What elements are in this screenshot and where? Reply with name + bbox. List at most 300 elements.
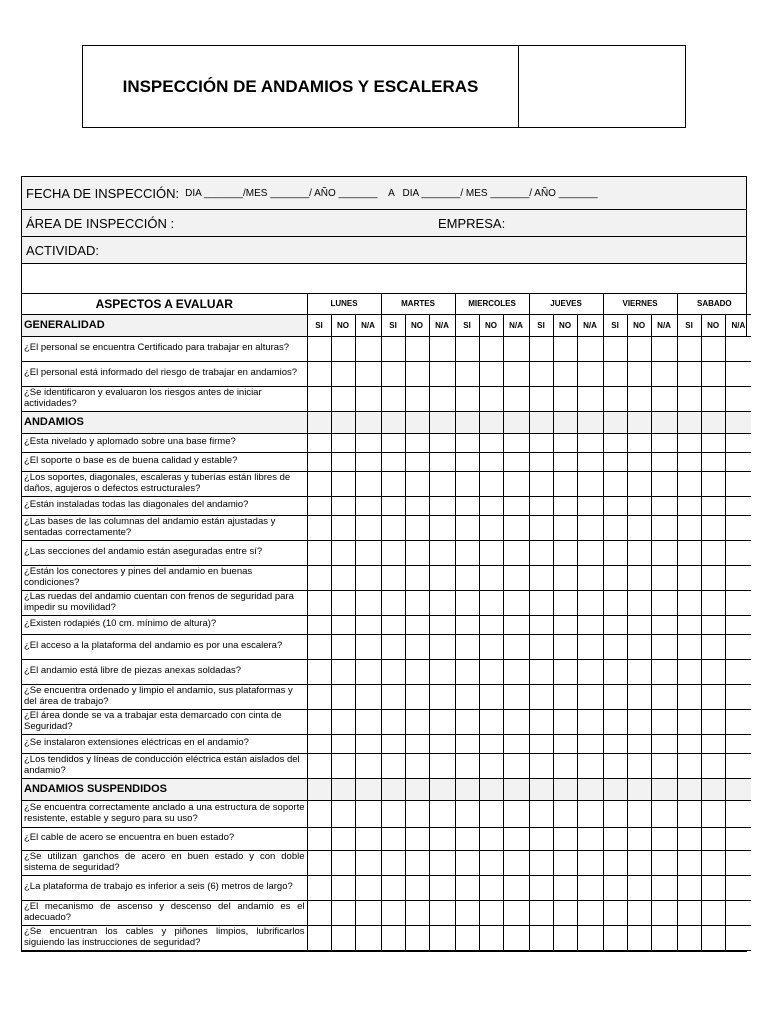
- check-cell-martes-si[interactable]: [381, 515, 405, 540]
- check-cell-viernes-no[interactable]: [627, 515, 651, 540]
- check-cell-viernes-no[interactable]: [627, 386, 651, 411]
- check-cell-martes-no[interactable]: [405, 753, 429, 778]
- check-cell-viernes-na[interactable]: [651, 875, 677, 900]
- check-cell-martes-si[interactable]: [381, 590, 405, 615]
- check-cell-sabado-no[interactable]: [701, 925, 725, 950]
- check-cell-miercoles-na[interactable]: [503, 875, 529, 900]
- check-cell-viernes-si[interactable]: [603, 565, 627, 590]
- check-cell-sabado-no[interactable]: [701, 336, 725, 361]
- check-cell-martes-no[interactable]: [405, 590, 429, 615]
- check-cell-sabado-no[interactable]: [701, 452, 725, 471]
- check-cell-lunes-no[interactable]: [331, 634, 355, 659]
- check-cell-viernes-si[interactable]: [603, 900, 627, 925]
- check-cell-jueves-no[interactable]: [553, 850, 577, 875]
- check-cell-lunes-no[interactable]: [331, 496, 355, 515]
- check-cell-viernes-no[interactable]: [627, 361, 651, 386]
- check-cell-sabado-no[interactable]: [701, 800, 725, 827]
- check-cell-miercoles-si[interactable]: [455, 827, 479, 850]
- check-cell-lunes-na[interactable]: [355, 540, 381, 565]
- check-cell-miercoles-no[interactable]: [479, 361, 503, 386]
- check-cell-sabado-si[interactable]: [677, 709, 701, 734]
- check-cell-lunes-si[interactable]: [307, 800, 331, 827]
- check-cell-sabado-na[interactable]: [725, 540, 751, 565]
- check-cell-lunes-na[interactable]: [355, 452, 381, 471]
- check-cell-viernes-na[interactable]: [651, 684, 677, 709]
- check-cell-sabado-si[interactable]: [677, 634, 701, 659]
- check-cell-miercoles-na[interactable]: [503, 433, 529, 452]
- check-cell-jueves-na[interactable]: [577, 753, 603, 778]
- check-cell-viernes-si[interactable]: [603, 709, 627, 734]
- check-cell-miercoles-si[interactable]: [455, 496, 479, 515]
- check-cell-lunes-si[interactable]: [307, 850, 331, 875]
- check-cell-lunes-si[interactable]: [307, 925, 331, 950]
- check-cell-viernes-na[interactable]: [651, 540, 677, 565]
- check-cell-sabado-na[interactable]: [725, 875, 751, 900]
- check-cell-miercoles-na[interactable]: [503, 659, 529, 684]
- check-cell-miercoles-na[interactable]: [503, 800, 529, 827]
- check-cell-viernes-no[interactable]: [627, 336, 651, 361]
- check-cell-viernes-no[interactable]: [627, 900, 651, 925]
- check-cell-martes-si[interactable]: [381, 925, 405, 950]
- check-cell-sabado-si[interactable]: [677, 925, 701, 950]
- check-cell-martes-no[interactable]: [405, 800, 429, 827]
- check-cell-viernes-na[interactable]: [651, 734, 677, 753]
- check-cell-sabado-no[interactable]: [701, 753, 725, 778]
- check-cell-sabado-no[interactable]: [701, 734, 725, 753]
- check-cell-miercoles-na[interactable]: [503, 850, 529, 875]
- check-cell-jueves-si[interactable]: [529, 433, 553, 452]
- check-cell-jueves-na[interactable]: [577, 659, 603, 684]
- check-cell-lunes-na[interactable]: [355, 850, 381, 875]
- check-cell-miercoles-no[interactable]: [479, 753, 503, 778]
- check-cell-sabado-si[interactable]: [677, 336, 701, 361]
- check-cell-viernes-si[interactable]: [603, 925, 627, 950]
- check-cell-viernes-no[interactable]: [627, 433, 651, 452]
- check-cell-lunes-no[interactable]: [331, 433, 355, 452]
- check-cell-viernes-no[interactable]: [627, 684, 651, 709]
- check-cell-viernes-no[interactable]: [627, 827, 651, 850]
- check-cell-jueves-no[interactable]: [553, 900, 577, 925]
- check-cell-viernes-na[interactable]: [651, 452, 677, 471]
- check-cell-martes-no[interactable]: [405, 925, 429, 950]
- check-cell-viernes-na[interactable]: [651, 753, 677, 778]
- check-cell-lunes-no[interactable]: [331, 827, 355, 850]
- check-cell-martes-na[interactable]: [429, 615, 455, 634]
- check-cell-miercoles-na[interactable]: [503, 900, 529, 925]
- check-cell-lunes-no[interactable]: [331, 753, 355, 778]
- check-cell-jueves-si[interactable]: [529, 540, 553, 565]
- check-cell-martes-na[interactable]: [429, 659, 455, 684]
- check-cell-jueves-no[interactable]: [553, 515, 577, 540]
- inspection-date-fields[interactable]: DIA _______/MES _______/ AÑO _______ A DIA _______/ MES _______/ AÑO _______: [185, 187, 598, 199]
- check-cell-martes-na[interactable]: [429, 684, 455, 709]
- check-cell-sabado-na[interactable]: [725, 900, 751, 925]
- check-cell-viernes-na[interactable]: [651, 709, 677, 734]
- check-cell-miercoles-na[interactable]: [503, 452, 529, 471]
- check-cell-martes-no[interactable]: [405, 634, 429, 659]
- check-cell-martes-si[interactable]: [381, 634, 405, 659]
- check-cell-jueves-na[interactable]: [577, 900, 603, 925]
- check-cell-lunes-no[interactable]: [331, 875, 355, 900]
- check-cell-jueves-na[interactable]: [577, 452, 603, 471]
- check-cell-miercoles-no[interactable]: [479, 734, 503, 753]
- check-cell-sabado-no[interactable]: [701, 684, 725, 709]
- check-cell-lunes-no[interactable]: [331, 900, 355, 925]
- check-cell-viernes-no[interactable]: [627, 753, 651, 778]
- check-cell-sabado-na[interactable]: [725, 496, 751, 515]
- check-cell-lunes-no[interactable]: [331, 540, 355, 565]
- check-cell-viernes-si[interactable]: [603, 753, 627, 778]
- check-cell-sabado-si[interactable]: [677, 850, 701, 875]
- check-cell-lunes-no[interactable]: [331, 590, 355, 615]
- check-cell-viernes-no[interactable]: [627, 659, 651, 684]
- check-cell-martes-no[interactable]: [405, 361, 429, 386]
- check-cell-jueves-no[interactable]: [553, 709, 577, 734]
- check-cell-lunes-si[interactable]: [307, 615, 331, 634]
- check-cell-lunes-na[interactable]: [355, 496, 381, 515]
- check-cell-martes-na[interactable]: [429, 433, 455, 452]
- check-cell-miercoles-no[interactable]: [479, 540, 503, 565]
- check-cell-miercoles-si[interactable]: [455, 753, 479, 778]
- check-cell-sabado-si[interactable]: [677, 361, 701, 386]
- check-cell-sabado-si[interactable]: [677, 753, 701, 778]
- check-cell-martes-si[interactable]: [381, 875, 405, 900]
- check-cell-martes-no[interactable]: [405, 734, 429, 753]
- check-cell-martes-no[interactable]: [405, 471, 429, 496]
- check-cell-martes-no[interactable]: [405, 496, 429, 515]
- check-cell-miercoles-na[interactable]: [503, 590, 529, 615]
- check-cell-jueves-si[interactable]: [529, 850, 553, 875]
- check-cell-martes-na[interactable]: [429, 515, 455, 540]
- check-cell-jueves-na[interactable]: [577, 850, 603, 875]
- check-cell-sabado-na[interactable]: [725, 734, 751, 753]
- check-cell-miercoles-no[interactable]: [479, 925, 503, 950]
- check-cell-martes-na[interactable]: [429, 900, 455, 925]
- check-cell-lunes-si[interactable]: [307, 515, 331, 540]
- check-cell-miercoles-na[interactable]: [503, 540, 529, 565]
- check-cell-miercoles-na[interactable]: [503, 386, 529, 411]
- check-cell-sabado-si[interactable]: [677, 471, 701, 496]
- check-cell-jueves-no[interactable]: [553, 361, 577, 386]
- check-cell-viernes-na[interactable]: [651, 800, 677, 827]
- check-cell-martes-na[interactable]: [429, 496, 455, 515]
- check-cell-sabado-na[interactable]: [725, 565, 751, 590]
- check-cell-jueves-si[interactable]: [529, 753, 553, 778]
- check-cell-viernes-no[interactable]: [627, 850, 651, 875]
- check-cell-martes-na[interactable]: [429, 709, 455, 734]
- check-cell-viernes-si[interactable]: [603, 800, 627, 827]
- check-cell-miercoles-na[interactable]: [503, 515, 529, 540]
- check-cell-sabado-no[interactable]: [701, 827, 725, 850]
- check-cell-jueves-na[interactable]: [577, 925, 603, 950]
- check-cell-jueves-si[interactable]: [529, 471, 553, 496]
- check-cell-lunes-na[interactable]: [355, 684, 381, 709]
- check-cell-jueves-na[interactable]: [577, 515, 603, 540]
- check-cell-lunes-na[interactable]: [355, 515, 381, 540]
- check-cell-viernes-na[interactable]: [651, 515, 677, 540]
- check-cell-sabado-no[interactable]: [701, 590, 725, 615]
- check-cell-lunes-no[interactable]: [331, 452, 355, 471]
- check-cell-viernes-na[interactable]: [651, 590, 677, 615]
- check-cell-jueves-no[interactable]: [553, 684, 577, 709]
- check-cell-lunes-no[interactable]: [331, 850, 355, 875]
- check-cell-sabado-si[interactable]: [677, 800, 701, 827]
- check-cell-sabado-no[interactable]: [701, 433, 725, 452]
- check-cell-martes-si[interactable]: [381, 827, 405, 850]
- check-cell-miercoles-no[interactable]: [479, 336, 503, 361]
- check-cell-lunes-na[interactable]: [355, 800, 381, 827]
- check-cell-sabado-no[interactable]: [701, 850, 725, 875]
- check-cell-lunes-na[interactable]: [355, 709, 381, 734]
- check-cell-jueves-na[interactable]: [577, 734, 603, 753]
- check-cell-martes-no[interactable]: [405, 875, 429, 900]
- check-cell-viernes-na[interactable]: [651, 471, 677, 496]
- check-cell-miercoles-no[interactable]: [479, 471, 503, 496]
- check-cell-sabado-no[interactable]: [701, 565, 725, 590]
- check-cell-viernes-na[interactable]: [651, 565, 677, 590]
- check-cell-martes-na[interactable]: [429, 565, 455, 590]
- check-cell-sabado-na[interactable]: [725, 634, 751, 659]
- check-cell-lunes-na[interactable]: [355, 361, 381, 386]
- check-cell-martes-no[interactable]: [405, 386, 429, 411]
- check-cell-lunes-si[interactable]: [307, 709, 331, 734]
- check-cell-miercoles-si[interactable]: [455, 336, 479, 361]
- check-cell-viernes-si[interactable]: [603, 875, 627, 900]
- check-cell-miercoles-no[interactable]: [479, 900, 503, 925]
- check-cell-martes-na[interactable]: [429, 336, 455, 361]
- check-cell-martes-na[interactable]: [429, 452, 455, 471]
- check-cell-viernes-si[interactable]: [603, 452, 627, 471]
- check-cell-lunes-na[interactable]: [355, 386, 381, 411]
- check-cell-lunes-no[interactable]: [331, 684, 355, 709]
- check-cell-sabado-si[interactable]: [677, 386, 701, 411]
- check-cell-sabado-si[interactable]: [677, 540, 701, 565]
- check-cell-sabado-no[interactable]: [701, 361, 725, 386]
- check-cell-sabado-si[interactable]: [677, 565, 701, 590]
- check-cell-miercoles-no[interactable]: [479, 590, 503, 615]
- check-cell-jueves-si[interactable]: [529, 615, 553, 634]
- check-cell-viernes-si[interactable]: [603, 361, 627, 386]
- check-cell-sabado-no[interactable]: [701, 471, 725, 496]
- check-cell-viernes-si[interactable]: [603, 590, 627, 615]
- check-cell-sabado-no[interactable]: [701, 515, 725, 540]
- check-cell-miercoles-na[interactable]: [503, 615, 529, 634]
- check-cell-sabado-si[interactable]: [677, 900, 701, 925]
- check-cell-martes-si[interactable]: [381, 753, 405, 778]
- check-cell-lunes-na[interactable]: [355, 900, 381, 925]
- check-cell-jueves-na[interactable]: [577, 433, 603, 452]
- check-cell-viernes-no[interactable]: [627, 615, 651, 634]
- check-cell-lunes-na[interactable]: [355, 925, 381, 950]
- check-cell-viernes-no[interactable]: [627, 452, 651, 471]
- check-cell-miercoles-no[interactable]: [479, 684, 503, 709]
- check-cell-lunes-na[interactable]: [355, 734, 381, 753]
- check-cell-lunes-si[interactable]: [307, 634, 331, 659]
- check-cell-lunes-si[interactable]: [307, 684, 331, 709]
- check-cell-viernes-no[interactable]: [627, 634, 651, 659]
- check-cell-lunes-no[interactable]: [331, 709, 355, 734]
- check-cell-martes-no[interactable]: [405, 515, 429, 540]
- check-cell-sabado-na[interactable]: [725, 800, 751, 827]
- check-cell-miercoles-na[interactable]: [503, 471, 529, 496]
- check-cell-jueves-na[interactable]: [577, 565, 603, 590]
- check-cell-martes-no[interactable]: [405, 336, 429, 361]
- check-cell-jueves-si[interactable]: [529, 336, 553, 361]
- check-cell-jueves-si[interactable]: [529, 452, 553, 471]
- check-cell-martes-no[interactable]: [405, 709, 429, 734]
- check-cell-lunes-si[interactable]: [307, 336, 331, 361]
- check-cell-viernes-si[interactable]: [603, 433, 627, 452]
- check-cell-miercoles-na[interactable]: [503, 827, 529, 850]
- check-cell-sabado-si[interactable]: [677, 734, 701, 753]
- check-cell-lunes-si[interactable]: [307, 659, 331, 684]
- check-cell-miercoles-si[interactable]: [455, 709, 479, 734]
- check-cell-jueves-si[interactable]: [529, 800, 553, 827]
- check-cell-lunes-na[interactable]: [355, 433, 381, 452]
- check-cell-lunes-si[interactable]: [307, 361, 331, 386]
- check-cell-lunes-na[interactable]: [355, 753, 381, 778]
- check-cell-sabado-na[interactable]: [725, 827, 751, 850]
- check-cell-miercoles-no[interactable]: [479, 565, 503, 590]
- check-cell-miercoles-no[interactable]: [479, 515, 503, 540]
- check-cell-jueves-na[interactable]: [577, 827, 603, 850]
- check-cell-viernes-no[interactable]: [627, 709, 651, 734]
- check-cell-martes-no[interactable]: [405, 452, 429, 471]
- check-cell-sabado-na[interactable]: [725, 709, 751, 734]
- check-cell-martes-si[interactable]: [381, 615, 405, 634]
- check-cell-martes-si[interactable]: [381, 850, 405, 875]
- check-cell-lunes-na[interactable]: [355, 875, 381, 900]
- check-cell-jueves-na[interactable]: [577, 540, 603, 565]
- check-cell-jueves-si[interactable]: [529, 900, 553, 925]
- check-cell-jueves-na[interactable]: [577, 709, 603, 734]
- check-cell-lunes-si[interactable]: [307, 753, 331, 778]
- check-cell-jueves-na[interactable]: [577, 361, 603, 386]
- check-cell-martes-si[interactable]: [381, 734, 405, 753]
- check-cell-viernes-no[interactable]: [627, 565, 651, 590]
- check-cell-jueves-no[interactable]: [553, 336, 577, 361]
- check-cell-miercoles-no[interactable]: [479, 850, 503, 875]
- check-cell-lunes-si[interactable]: [307, 565, 331, 590]
- check-cell-lunes-si[interactable]: [307, 590, 331, 615]
- check-cell-jueves-no[interactable]: [553, 925, 577, 950]
- check-cell-lunes-si[interactable]: [307, 734, 331, 753]
- check-cell-martes-si[interactable]: [381, 659, 405, 684]
- check-cell-martes-si[interactable]: [381, 452, 405, 471]
- check-cell-martes-na[interactable]: [429, 925, 455, 950]
- check-cell-martes-si[interactable]: [381, 540, 405, 565]
- check-cell-viernes-no[interactable]: [627, 496, 651, 515]
- check-cell-viernes-si[interactable]: [603, 496, 627, 515]
- check-cell-martes-si[interactable]: [381, 433, 405, 452]
- check-cell-sabado-na[interactable]: [725, 336, 751, 361]
- check-cell-miercoles-si[interactable]: [455, 634, 479, 659]
- check-cell-jueves-si[interactable]: [529, 925, 553, 950]
- check-cell-martes-no[interactable]: [405, 433, 429, 452]
- check-cell-viernes-no[interactable]: [627, 925, 651, 950]
- check-cell-miercoles-si[interactable]: [455, 900, 479, 925]
- check-cell-sabado-na[interactable]: [725, 659, 751, 684]
- check-cell-sabado-si[interactable]: [677, 659, 701, 684]
- check-cell-jueves-no[interactable]: [553, 452, 577, 471]
- check-cell-jueves-no[interactable]: [553, 875, 577, 900]
- check-cell-sabado-no[interactable]: [701, 634, 725, 659]
- check-cell-viernes-si[interactable]: [603, 634, 627, 659]
- check-cell-miercoles-na[interactable]: [503, 753, 529, 778]
- check-cell-lunes-no[interactable]: [331, 361, 355, 386]
- check-cell-jueves-na[interactable]: [577, 875, 603, 900]
- check-cell-viernes-si[interactable]: [603, 827, 627, 850]
- check-cell-sabado-si[interactable]: [677, 452, 701, 471]
- check-cell-lunes-no[interactable]: [331, 615, 355, 634]
- check-cell-martes-si[interactable]: [381, 900, 405, 925]
- check-cell-lunes-na[interactable]: [355, 471, 381, 496]
- check-cell-miercoles-si[interactable]: [455, 850, 479, 875]
- check-cell-miercoles-no[interactable]: [479, 496, 503, 515]
- check-cell-martes-si[interactable]: [381, 565, 405, 590]
- check-cell-jueves-na[interactable]: [577, 336, 603, 361]
- check-cell-jueves-no[interactable]: [553, 540, 577, 565]
- check-cell-sabado-no[interactable]: [701, 659, 725, 684]
- check-cell-viernes-no[interactable]: [627, 875, 651, 900]
- check-cell-jueves-si[interactable]: [529, 634, 553, 659]
- check-cell-jueves-si[interactable]: [529, 496, 553, 515]
- check-cell-viernes-na[interactable]: [651, 659, 677, 684]
- check-cell-sabado-si[interactable]: [677, 827, 701, 850]
- check-cell-sabado-na[interactable]: [725, 684, 751, 709]
- check-cell-sabado-na[interactable]: [725, 850, 751, 875]
- check-cell-viernes-si[interactable]: [603, 659, 627, 684]
- check-cell-miercoles-si[interactable]: [455, 452, 479, 471]
- check-cell-lunes-na[interactable]: [355, 827, 381, 850]
- check-cell-jueves-si[interactable]: [529, 709, 553, 734]
- check-cell-lunes-si[interactable]: [307, 452, 331, 471]
- check-cell-lunes-no[interactable]: [331, 386, 355, 411]
- check-cell-jueves-na[interactable]: [577, 471, 603, 496]
- check-cell-miercoles-na[interactable]: [503, 361, 529, 386]
- check-cell-martes-si[interactable]: [381, 336, 405, 361]
- check-cell-miercoles-si[interactable]: [455, 800, 479, 827]
- check-cell-jueves-no[interactable]: [553, 471, 577, 496]
- check-cell-martes-na[interactable]: [429, 634, 455, 659]
- check-cell-sabado-no[interactable]: [701, 709, 725, 734]
- check-cell-jueves-si[interactable]: [529, 684, 553, 709]
- check-cell-jueves-si[interactable]: [529, 590, 553, 615]
- check-cell-martes-no[interactable]: [405, 615, 429, 634]
- check-cell-miercoles-si[interactable]: [455, 515, 479, 540]
- check-cell-lunes-no[interactable]: [331, 734, 355, 753]
- check-cell-sabado-si[interactable]: [677, 515, 701, 540]
- check-cell-martes-na[interactable]: [429, 850, 455, 875]
- check-cell-martes-na[interactable]: [429, 590, 455, 615]
- check-cell-jueves-no[interactable]: [553, 659, 577, 684]
- check-cell-lunes-na[interactable]: [355, 659, 381, 684]
- check-cell-lunes-no[interactable]: [331, 471, 355, 496]
- check-cell-sabado-na[interactable]: [725, 452, 751, 471]
- check-cell-miercoles-si[interactable]: [455, 684, 479, 709]
- check-cell-lunes-si[interactable]: [307, 386, 331, 411]
- check-cell-martes-no[interactable]: [405, 900, 429, 925]
- check-cell-martes-na[interactable]: [429, 753, 455, 778]
- check-cell-lunes-no[interactable]: [331, 336, 355, 361]
- check-cell-martes-na[interactable]: [429, 540, 455, 565]
- check-cell-martes-no[interactable]: [405, 540, 429, 565]
- check-cell-jueves-na[interactable]: [577, 684, 603, 709]
- check-cell-jueves-si[interactable]: [529, 361, 553, 386]
- check-cell-miercoles-no[interactable]: [479, 827, 503, 850]
- check-cell-martes-na[interactable]: [429, 734, 455, 753]
- check-cell-martes-no[interactable]: [405, 565, 429, 590]
